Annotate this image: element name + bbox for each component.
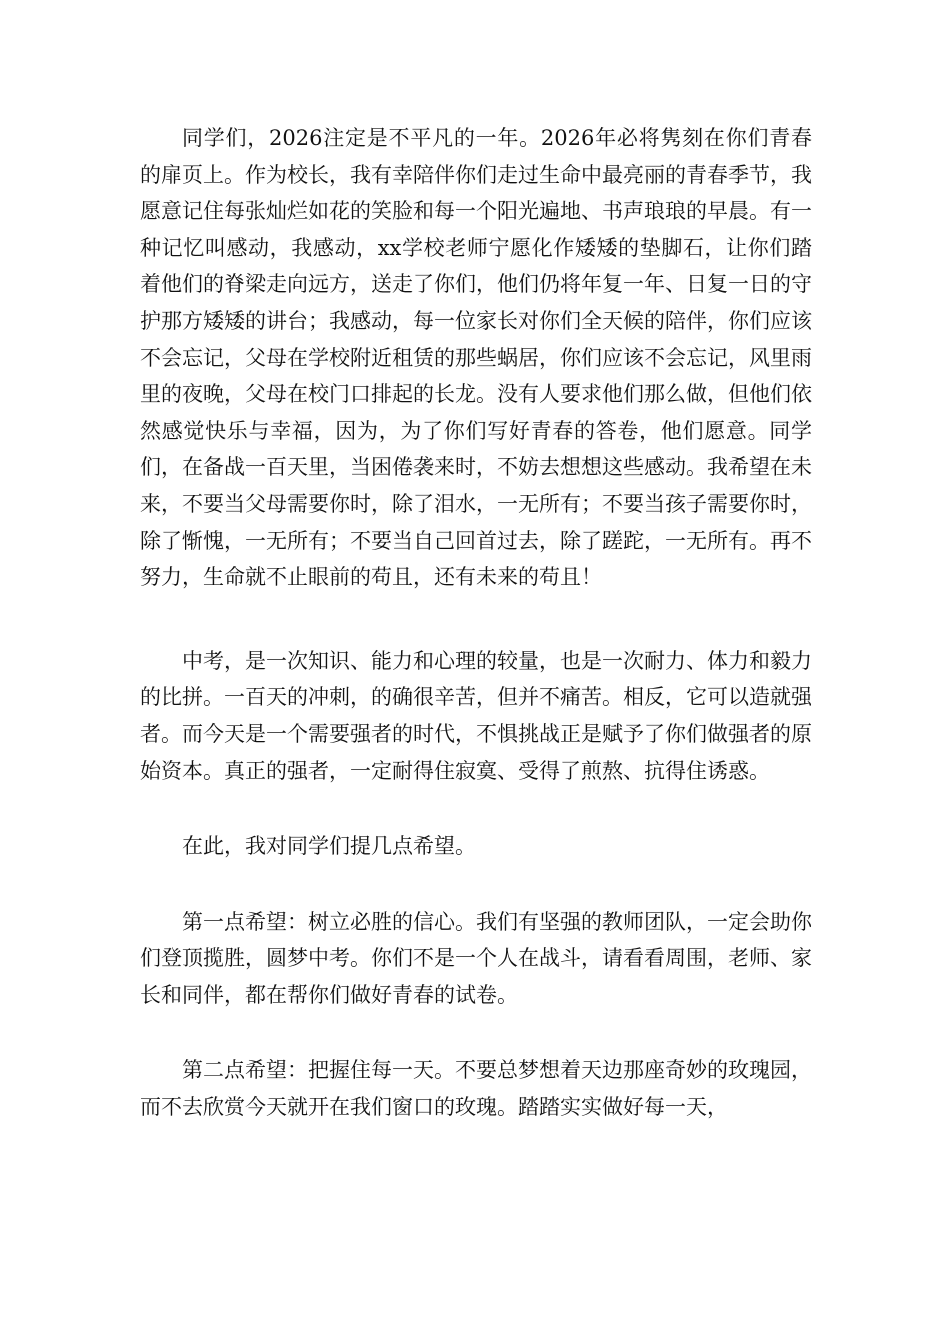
paragraph-exam-challenge: 中考，是一次知识、能力和心理的较量，也是一次耐力、体力和毅力的比拼。一百天的冲刺，的确很辛苦，但并不痛苦。相反，它可以造就强者。而今天是一个需要强者的时代，不惧挑战正是赋予了你们做强者的原始资本。真正的强者，一定耐得住寂寞、受得了煎熬、抗得住诱惑。 bbox=[140, 648, 812, 783]
paragraph-hope-one: 第一点希望：树立必胜的信心。我们有坚强的教师团队，一定会助你们登顶揽胜，圆梦中考。你们不是一个人在战斗，请看看周围，老师、家长和同伴，都在帮你们做好青春的试卷。 bbox=[140, 909, 812, 1007]
paragraph-hope-two: 第二点希望：把握住每一天。不要总梦想着天边那座奇妙的玫瑰园，而不去欣赏今天就开在我们窗口的玫瑰。踏踏实实做好每一天， bbox=[140, 1058, 812, 1120]
paragraph-opening-address: 同学们，2026注定是不平凡的一年。2026年必将隽刻在你们青春的扉页上。作为校长，我有幸陪伴你们走过生命中最亮丽的青春季节，我愿意记住每张灿烂如花的笑脸和每一个阳光遍地、书声琅琅的早晨。有一种记忆叫感动，我感动，xx学校老师宁愿化作矮矮的垫脚石，让你们踏着他们的脊梁走向远方，送走了你们，他们仍将年复一年、日复一日的守护那方矮矮的讲台；我感动，每一位家长对你们全天候的陪伴，你们应该不会忘记，父母在学校附近租赁的那些蜗居，你们应该不会忘记，风里雨里的夜晚，父母在校门口排起的长龙。没有人要求他们那么做，但他们依然感觉快乐与幸福，因为，为了你们写好青春的答卷，他们愿意。同学们，在备战一百天里，当困倦袭来时，不妨去想想这些感动。我希望在未来，不要当父母需要你时，除了泪水，一无所有；不要当孩子需要你时，除了惭愧，一无所有；不要当自己回首过去，除了蹉跎，一无所有。再不努力，生命就不止眼前的苟且，还有未来的苟且！ bbox=[140, 126, 812, 590]
document-page bbox=[140, 120, 812, 1126]
paragraph-hopes-intro: 在此，我对同学们提几点希望。 bbox=[182, 834, 476, 859]
